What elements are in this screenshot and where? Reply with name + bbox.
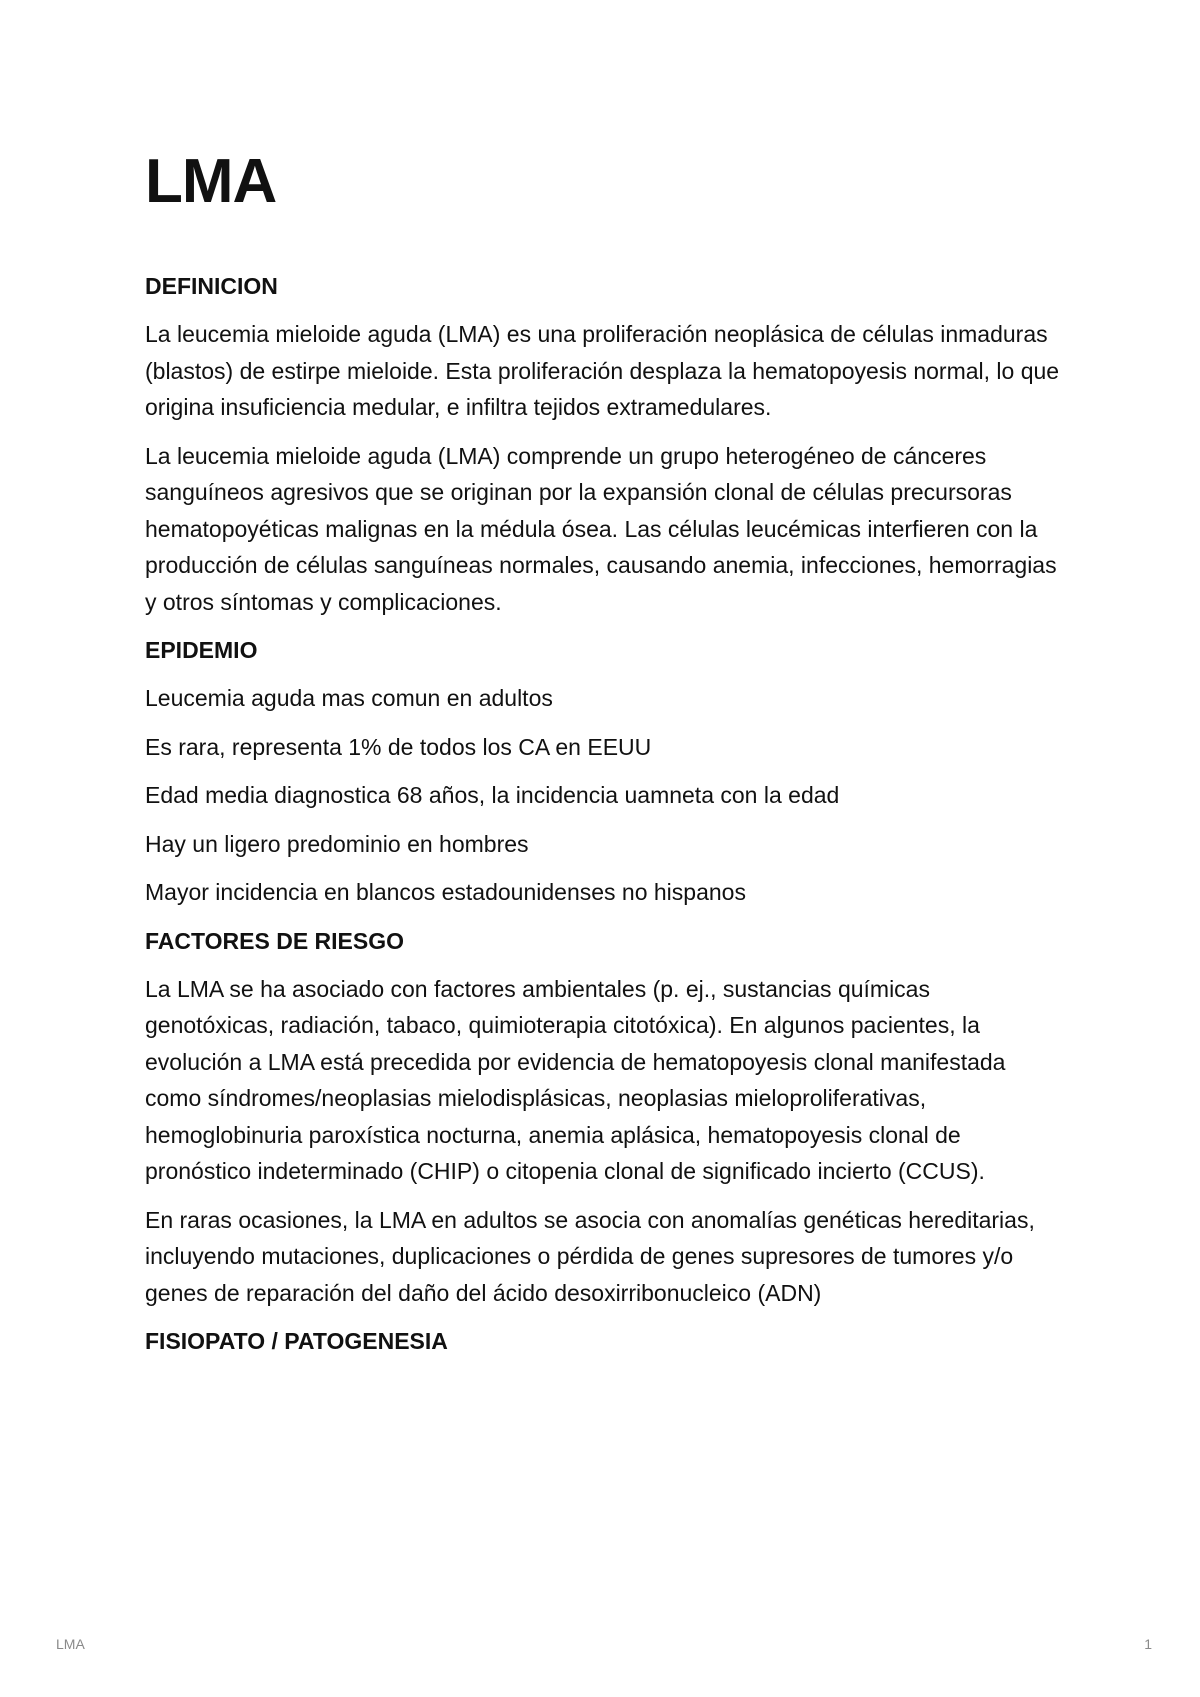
paragraph: La LMA se ha asociado con factores ambientales (p. ej., sustancias químicas genotóxicas, radiación, tabaco, quimioterapia citotóxica). En algunos pacientes, la evolución a LMA está precedida por evidencia de hematopoyesis clonal manifestada como síndromes/neoplasias mielodisplásicas, neoplasias mieloproliferativas, hemoglobinuria paroxística nocturna, anemia aplásica, hematopoyesis clonal de pronóstico indeterminado (CHIP) o citopenia clonal de significado incierto (CCUS). — [145, 975, 1006, 1184]
paragraph: En raras ocasiones, la LMA en adultos se asocia con anomalías genéticas hereditarias, incluyendo mutaciones, duplicaciones o pérdida de genes supresores de tumores y/o genes de reparación del daño del ácido desoxirribonucleico (ADN) — [145, 1206, 1035, 1306]
paragraph: La leucemia mieloide aguda (LMA) es una proliferación neoplásica de células inmaduras (blastos) de estirpe mieloide. Esta proliferación desplaza la hematopoyesis normal, lo que origina insuficiencia medular, e infiltra tejidos extramedulares. — [145, 321, 1060, 420]
section-heading-fisiopato: FISIOPATO / PATOGENESIA — [145, 1328, 448, 1354]
paragraph: Hay un ligero predominio en hombres — [145, 830, 529, 857]
section-heading-epidemio: EPIDEMIO — [145, 637, 258, 663]
paragraph: La leucemia mieloide aguda (LMA) comprende un grupo heterogéneo de cánceres sanguíneos agresivos que se originan por la expansión clonal de células precursoras hematopoyéticas malignas en la médula ósea. Las células leucémicas interfieren con la producción de células sanguíneas normales, causando anemia, infecciones, hemorragias y otros síntomas y complicaciones. — [145, 442, 1057, 615]
paragraph: Leucemia aguda mas comun en adultos — [145, 685, 553, 711]
page-title: LMA — [145, 147, 277, 216]
footer-document-label: LMA — [56, 1636, 85, 1652]
paragraph: Mayor incidencia en blancos estadounidenses no hispanos — [145, 879, 746, 905]
paragraph: Edad media diagnostica 68 años, la incidencia uamneta con la edad — [145, 782, 840, 808]
section-heading-definicion: DEFINICION — [145, 273, 278, 299]
paragraph: Es rara, representa 1% de todos los CA en EEUU — [145, 733, 652, 760]
section-heading-factores-de-riesgo: FACTORES DE RIESGO — [145, 927, 405, 954]
document-body — [145, 268, 1065, 1371]
footer-page-number: 1 — [1144, 1636, 1152, 1652]
